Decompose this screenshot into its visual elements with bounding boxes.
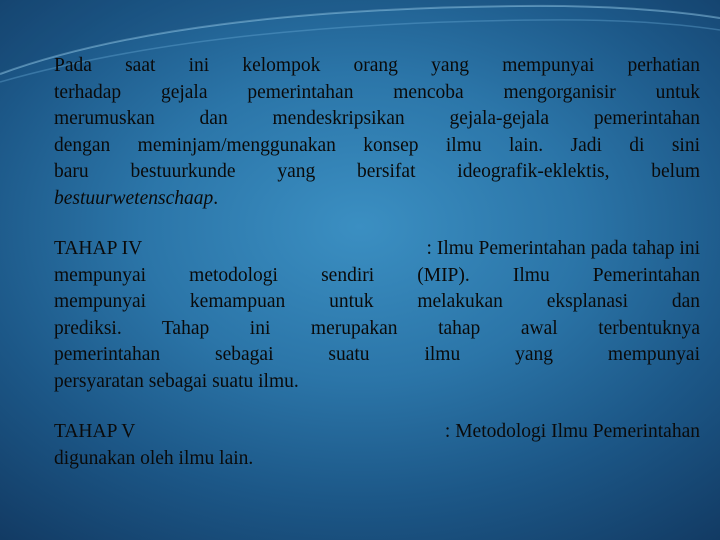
tahap-iv-line-6: persyaratan sebagai suatu ilmu.	[54, 370, 299, 392]
paragraph-tahap-iv	[54, 236, 700, 395]
paragraph-intro-line-2: terhadap gejala pemerintahan mencoba mengorganisir untuk	[54, 81, 700, 103]
tahap-iv-label: TAHAP IV	[54, 238, 143, 259]
tahap-iv-line-1: : Ilmu Pemerintahan pada tahap ini	[426, 238, 700, 259]
paragraph-intro	[54, 53, 700, 212]
italic-term: bestuurwetenschaap	[54, 187, 214, 209]
paragraph-intro-line-5: baru bestuurkunde yang bersifat ideografik-eklektis, belum	[54, 161, 700, 182]
tahap-v-line-1: : Metodologi Ilmu Pemerintahan	[444, 421, 700, 442]
tahap-iv-line-5: pemerintahan sebagai suatu ilmu yang mempunyai	[54, 344, 700, 365]
paragraph-intro-line-6	[54, 186, 700, 213]
paragraph-intro-line-1: Pada saat ini kelompok orang yang mempunyai perhatian	[54, 55, 700, 76]
tahap-v-line-2: digunakan oleh ilmu lain.	[54, 447, 254, 469]
slide-body	[54, 53, 700, 496]
tahap-iv-line-4: prediksi. Tahap ini merupakan tahap awal terbentuknya	[54, 317, 700, 339]
sentence-period: .	[213, 187, 219, 209]
tahap-v-label: TAHAP V	[54, 421, 136, 442]
paragraph-intro-line-3: merumuskan dan mendeskripsikan gejala-gejala pemerintahan	[54, 108, 700, 129]
tahap-iv-line-2: mempunyai metodologi sendiri (MIP). Ilmu Pemerintahan	[54, 264, 700, 286]
tahap-iv-line-3: mempunyai kemampuan untuk melakukan eksplanasi dan	[54, 291, 700, 312]
tahap-iv-heading-line	[54, 236, 700, 263]
paragraph-intro-line-4: dengan meminjam/menggunakan konsep ilmu lain. Jadi di sini	[54, 134, 700, 156]
paragraph-tahap-v	[54, 419, 700, 472]
tahap-v-heading-line	[54, 419, 700, 446]
